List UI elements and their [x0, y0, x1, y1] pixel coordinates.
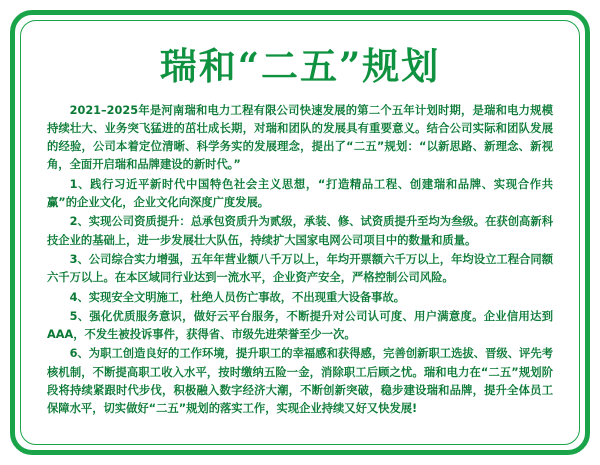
- paragraph-item-5: 5、强化优质服务意识，做好云平台服务，不断提升对公司认可度、用户满意度。企业信用达到AAA，不发生被投诉事件，获得省、市级先进荣誉至少一次。: [47, 309, 553, 342]
- decorative-inner-border: [20, 20, 580, 445]
- document-body: [47, 102, 553, 420]
- paragraph-item-6: 6、为职工创造良好的工作环境，提升职工的幸福感和获得感，完善创新职工选拔、晋级、评先考核机制，不断提高职工收入水平，按时缴纳五险一金，消除职工后顾之忧。瑞和电力在“二五”规划阶段将持续紧跟时代步伐，积极融入数字经济大潮，不断创新突破，稳步建设瑞和品牌，提升全体员工保障水平，切实做好“二五”规划的落实工作，实现企业持续又好又快发展!: [47, 347, 553, 416]
- page-title: 瑞和“二五”规划: [159, 44, 441, 88]
- paragraph-item-3: 3、公司综合实力增强，五年年营业额八千万以上，年均开票额六千万以上，年均设立工程合同额六千万以上。在本区域同行业达到一流水平，企业资产安全，严格控制公司风险。: [47, 252, 553, 285]
- paragraph-item-1: 1、践行习近平新时代中国特色社会主义思想，“打造精品工程、创建瑞和品牌、实现合作共赢”的企业文化，企业文化向深度广度发展。: [47, 177, 553, 210]
- decorative-outer-border: [10, 10, 590, 455]
- paragraph-intro: 2021–2025年是河南瑞和电力工程有限公司快速发展的第二个五年计划时期，是瑞和电力规模持续壮大、业务突飞猛进的茁壮成长期，对瑞和团队的发展具有重要意义。结合公司实际和团队发展的经验，公司本着定位清晰、科学务实的发展理念，提出了“二五”规划：“以新思路、新理念、新视角，全面开启瑞和品牌建设的新时代。”: [47, 103, 553, 172]
- paragraph-item-4: 4、实现安全文明施工，杜绝人员伤亡事故，不出现重大设备事故。: [69, 290, 406, 304]
- paragraph-item-2: 2、实现公司资质提升：总承包资质升为贰级，承装、修、试资质提升至均为叁级。在获创高新科技企业的基础上，进一步发展壮大队伍，持续扩大国家电网公司项目中的数量和质量。: [47, 215, 553, 247]
